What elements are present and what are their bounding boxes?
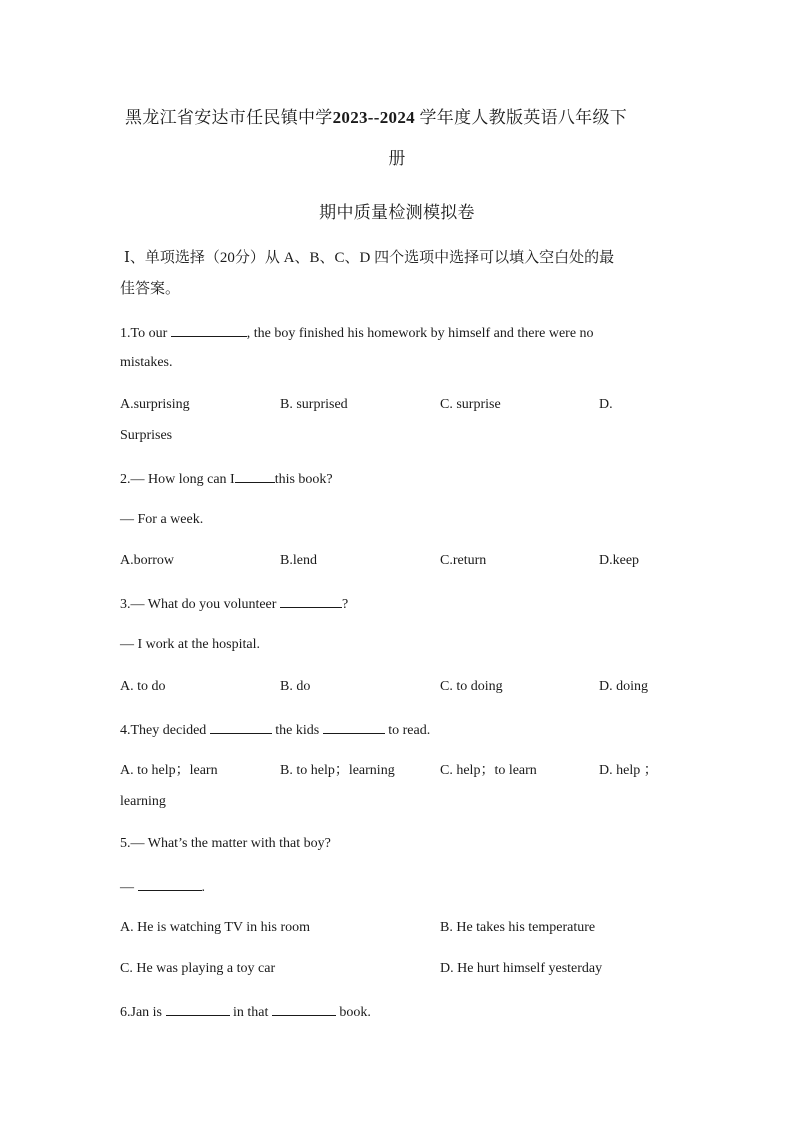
answer-blank <box>210 719 272 734</box>
q4-option-d: D. help ； <box>599 763 658 778</box>
question-5-stem: 5.— What’s the matter with that boy? <box>120 836 331 851</box>
answer-blank <box>280 593 342 608</box>
question-3-reply: — I work at the hospital. <box>120 637 260 652</box>
exam-subtitle: 期中质量检测模拟卷 <box>319 203 475 222</box>
q2-option-c: C.return <box>440 553 487 568</box>
q1-option-d: D. <box>599 397 613 412</box>
q2-option-d: D.keep <box>599 553 640 568</box>
section-heading: Ⅰ、单项选择（20分）从 A、B、C、D 四个选项中选择可以填入空白处的最 <box>124 250 615 266</box>
q5-option-d: D. He hurt himself yesterday <box>440 961 603 976</box>
answer-blank <box>138 876 202 891</box>
exam-title-line1 <box>125 106 627 130</box>
q4-option-d-cont: learning <box>120 794 166 809</box>
q4-option-c: C. help；to learn <box>440 763 537 778</box>
answer-blank <box>272 1001 336 1016</box>
exam-title-line2: 册 <box>388 149 406 168</box>
question-5-reply: — . <box>120 876 205 898</box>
q2-option-b: B.lend <box>280 553 317 568</box>
question-6-stem: 6.Jan is in that book. <box>120 1001 371 1023</box>
answer-blank <box>166 1001 230 1016</box>
answer-blank <box>323 719 385 734</box>
q1-option-b: B. surprised <box>280 397 348 412</box>
question-4-stem: 4.They decided the kids to read. <box>120 719 430 741</box>
title-years: 2023--2024 <box>332 108 415 127</box>
q5-option-c: C. He was playing a toy car <box>120 961 276 976</box>
q3-option-c: C. to doing <box>440 679 503 694</box>
answer-blank <box>235 468 275 483</box>
q5-option-b: B. He takes his temperature <box>440 920 596 935</box>
title-grade: 学年度人教版英语八年级下 <box>414 108 628 127</box>
q1-option-c: C. surprise <box>440 397 501 412</box>
q2-option-a: A.borrow <box>120 553 175 568</box>
q5-option-a: A. He is watching TV in his room <box>120 920 311 935</box>
title-school: 黑龙江省安达市任民镇中学 <box>125 108 333 127</box>
question-2-reply: — For a week. <box>120 512 204 527</box>
q1-option-d-cont: Surprises <box>120 428 173 443</box>
question-2-stem: 2.— How long can I this book? <box>120 468 333 490</box>
q3-option-a: A. to do <box>120 679 166 694</box>
q1-option-a: A.surprising <box>120 397 190 412</box>
answer-blank <box>171 322 247 337</box>
q3-option-b: B. do <box>280 679 311 694</box>
question-3-stem: 3.— What do you volunteer ? <box>120 593 348 615</box>
section-heading-cont: 佳答案。 <box>120 281 181 297</box>
q3-option-d: D. doing <box>599 679 648 694</box>
question-1-stem-cont: mistakes. <box>120 355 173 370</box>
question-1-stem: 1.To our , the boy finished his homework by himself and there were no <box>120 322 594 344</box>
q4-option-a: A. to help；learn <box>120 763 218 778</box>
q4-option-b: B. to help；learning <box>280 763 395 778</box>
